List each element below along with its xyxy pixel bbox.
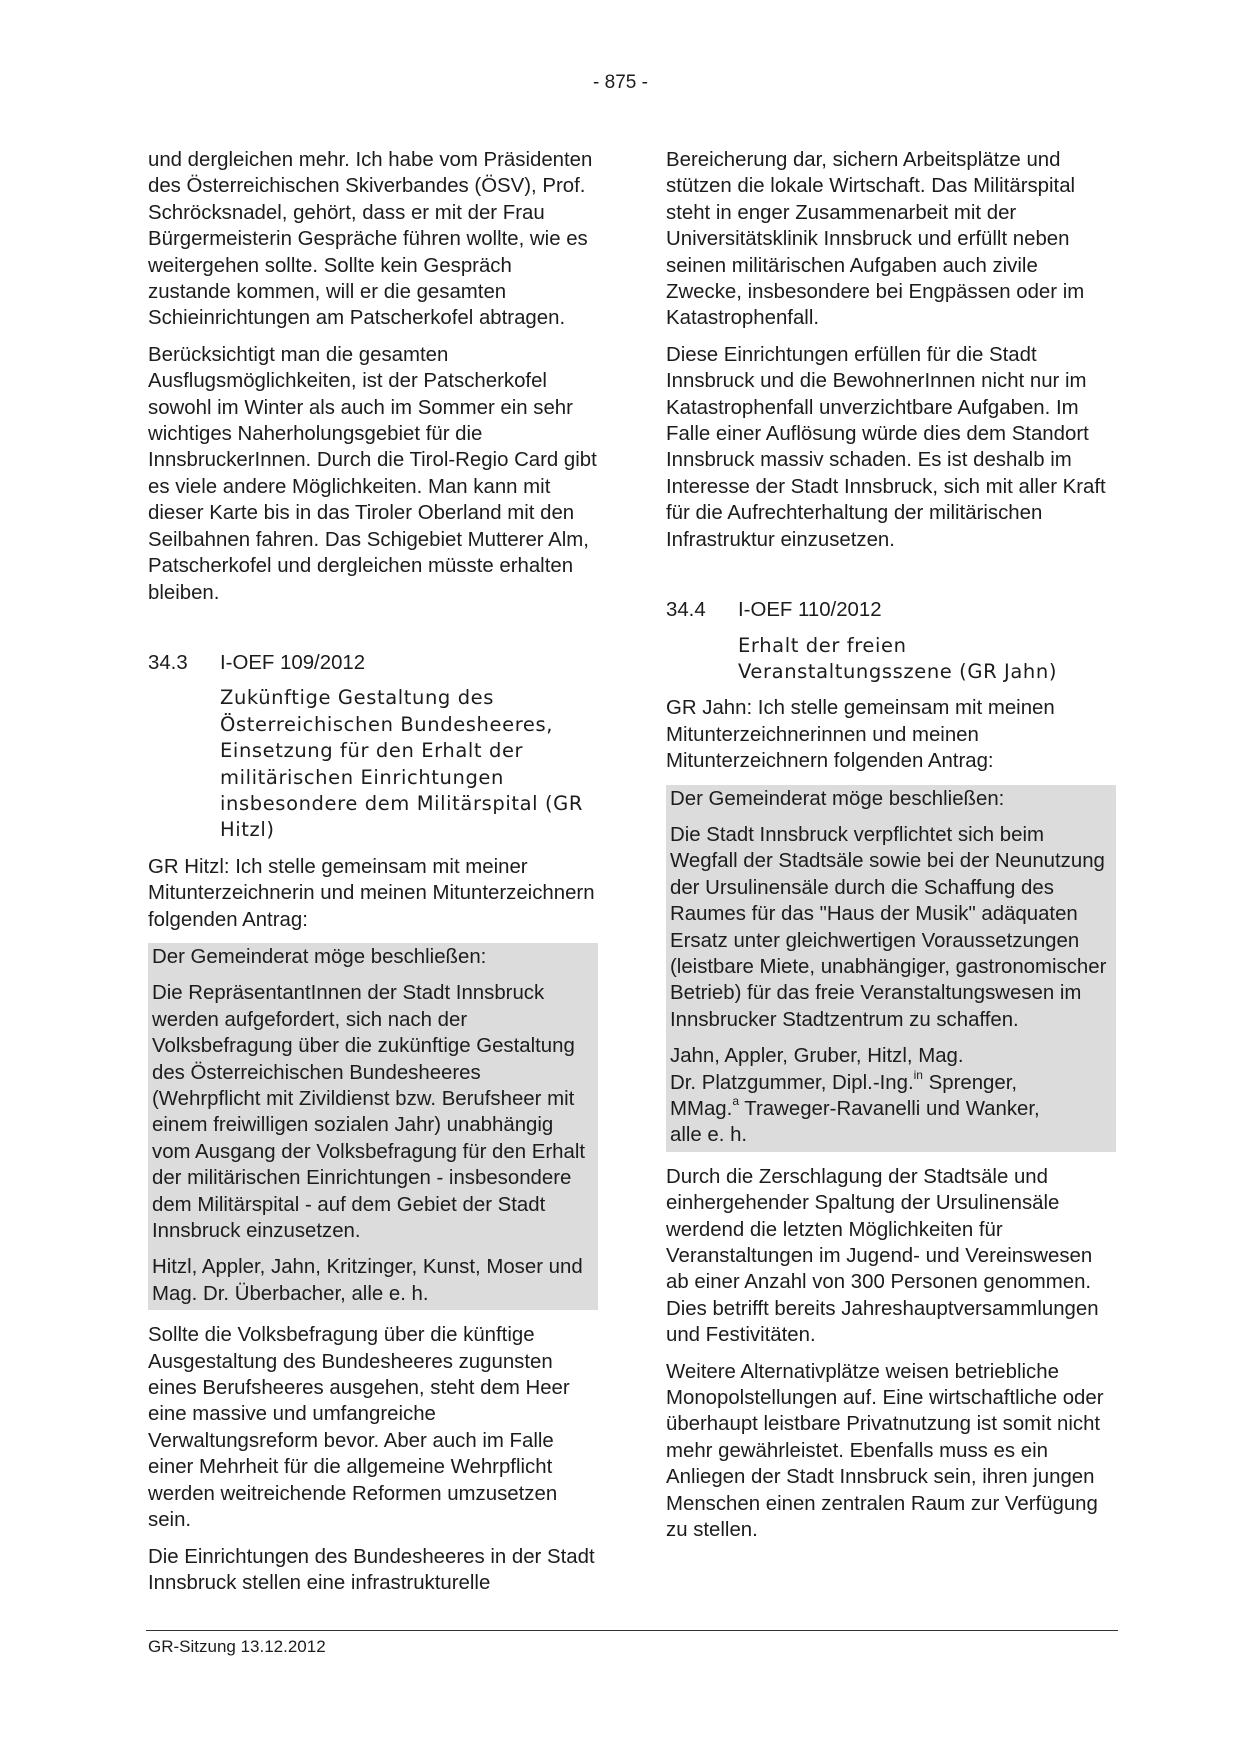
signatories-line-3a: MMag. xyxy=(670,1098,733,1120)
right-intro-paragraph-1: Bereicherung dar, sichern Arbeitsplätze und stützen die lokale Wirtschaft. Das Militärspital steht in enger Zusammenarbeit mit der Universitätsklinik Innsbruck und erfüllt neben seinen militärischen Aufgaben auch zivile Zwecke, insbesondere bei Engpässen oder im Katastrophenfall. xyxy=(666,149,1085,330)
agenda-item-title: Zukünftige Gestaltung des Österreichischen Bundesheeres, Einsetzung für den Erhalt der militärischen Einrichtungen insbesondere dem Militärspital (GR Hitzl) xyxy=(220,686,584,842)
left-intro-paragraph-2: Berücksichtigt man die gesamten Ausflugsmöglichkeiten, ist der Patscherkofel sowohl im Winter als auch im Sommer ein sehr wichtiges Naherholungsgebiet für die InnsbruckerInnen. Durch die Tirol-Regio Card gibt es viele andere Möglichkeiten. Man kann mit dieser Karte bis in das Tiroler Oberland mit den Seilbahnen fahren. Das Schigebiet Mutterer Alm, Patscherkofel und dergleichen müsste erhalten bleiben. xyxy=(148,343,597,604)
signatories-superscript-a: a xyxy=(732,1094,740,1109)
motion-text: Die Stadt Innsbruck verpflichtet sich beim Wegfall der Stadtsäle sowie bei der Neunutzung der Ursulinensäle durch die Schaffung des Raumes für das "Haus der Musik" adäquaten Ersatz unter gleichwertigen Voraussetzungen (leistbare Miete, unabhängiger, gastronomischer Betrieb) für das freie Veranstaltungswesen im Innsbrucker Stadtzentrum zu schaffen. xyxy=(670,823,1107,1031)
motion-box xyxy=(666,785,1116,1152)
right-intro-paragraph-2: Diese Einrichtungen erfüllen für die Stadt Innsbruck und die BewohnerInnen nicht nur im Katastrophenfall unverzichtbare Aufgaben. Im Falle einer Auflösung würde dies dem Standort Innsbruck massiv schaden. Es ist deshalb im Interesse der Stadt Innsbruck, sich mit aller Kraft für die Aufrechterhaltung der militärischen Infrastruktur einzusetzen. xyxy=(666,343,1106,551)
agenda-item-number: 34.3 xyxy=(148,651,188,674)
left-after-paragraph-2: Die Einrichtungen des Bundesheeres in der Stadt Innsbruck stellen eine infrastrukturelle xyxy=(148,1545,595,1594)
agenda-item-code: I-OEF 110/2012 xyxy=(738,599,882,622)
motion-heading: Der Gemeinderat möge beschließen: xyxy=(670,787,1005,810)
motion-signatories xyxy=(670,1043,1112,1149)
signatories-line-3b: Traweger-Ravanelli und Wanker, xyxy=(739,1098,1040,1120)
speaker-intro: GR Hitzl: Ich stelle gemeinsam mit meiner Mitunterzeichnerin und meinen Mitunterzeichnern folgenden Antrag: xyxy=(148,855,595,931)
speaker-intro: GR Jahn: Ich stelle gemeinsam mit meinen Mitunterzeichnerinnen und meinen Mitunterzeichnern folgenden Antrag: xyxy=(666,697,1055,773)
signatories-line-4: alle e. h. xyxy=(670,1124,748,1147)
left-intro-paragraph-1: und dergleichen mehr. Ich habe vom Präsidenten des Österreichischen Skiverbandes (ÖSV), Prof. Schröcksnadel, gehört, dass er mit der Frau Bürgermeisterin Gespräche führen wollte, wie es weitergehen sollte. Sollte kein Gespräch zustande kommen, will er die gesamten Schieinrichtungen am Patscherkofel abtragen. xyxy=(148,149,593,330)
motion-heading: Der Gemeinderat möge beschließen: xyxy=(152,945,487,968)
left-column xyxy=(148,147,598,1596)
right-after-paragraph-2: Weitere Alternativplätze weisen betriebliche Monopolstellungen auf. Eine wirtschaftliche oder überhaupt leistbare Privatnutzung ist somit nicht mehr gewährleistet. Ebenfalls muss es ein Anliegen der Stadt Innsbruck sein, ihren jungen Menschen einen zentralen Raum zur Verfügung zu stellen. xyxy=(666,1360,1104,1542)
motion-box xyxy=(148,943,598,1310)
right-column xyxy=(666,147,1116,1544)
agenda-item-heading xyxy=(148,650,598,676)
motion-text: Die RepräsentantInnen der Stadt Innsbruck werden aufgefordert, sich nach der Volksbefragung über die zukünftige Gestaltung des Österreichischen Bundesheeres (Wehrpflicht mit Zivildienst bzw. Berufsheer mit einem freiwilligen sozialen Jahr) unabhängig vom Ausgang der Volksbefragung für den Erhalt der militärischen Einrichtungen - insbesondere dem Militärspital - auf dem Gebiet der Stadt Innsbruck einzusetzen. xyxy=(152,982,586,1243)
motion-signatories: Hitzl, Appler, Jahn, Kritzinger, Kunst, Moser und Mag. Dr. Überbacher, alle e. h. xyxy=(152,1256,583,1305)
footer-divider xyxy=(146,1630,1118,1631)
agenda-item-number: 34.4 xyxy=(666,599,706,622)
agenda-item-code: I-OEF 109/2012 xyxy=(220,651,366,674)
signatories-line-1: Jahn, Appler, Gruber, Hitzl, Mag. xyxy=(670,1045,964,1068)
agenda-item-title: Erhalt der freien Veranstaltungsszene (GR Jahn) xyxy=(738,633,1058,683)
left-after-paragraph-1: Sollte die Volksbefragung über die künftige Ausgestaltung des Bundesheeres zugunsten eines Berufsheeres ausgehen, steht dem Heer eine massive und umfangreiche Verwaltungsreform bevor. Aber auch im Falle einer Mehrheit für die allgemeine Wehrpflicht werden weitreichende Reformen umzusetzen sein. xyxy=(148,1324,570,1532)
agenda-item-heading xyxy=(666,597,1116,623)
page-number: - 875 - xyxy=(593,72,648,93)
signatories-superscript-in: in xyxy=(913,1067,923,1082)
right-after-paragraph-1: Durch die Zerschlagung der Stadtsäle und einhergehender Spaltung der Ursulinensäle werdend die letzten Möglichkeiten für Veranstaltungen im Jugend- und Vereinswesen ab einer Anzahl von 300 Personen genommen. Dies betrifft bereits Jahreshauptversammlungen und Festivitäten. xyxy=(666,1165,1099,1347)
signatories-line-2a: Dr. Platzgummer, Dipl.-Ing. xyxy=(670,1071,914,1094)
signatories-line-2b: Sprenger, xyxy=(922,1071,1018,1094)
footer-session-date: GR-Sitzung 13.12.2012 xyxy=(148,1637,326,1656)
